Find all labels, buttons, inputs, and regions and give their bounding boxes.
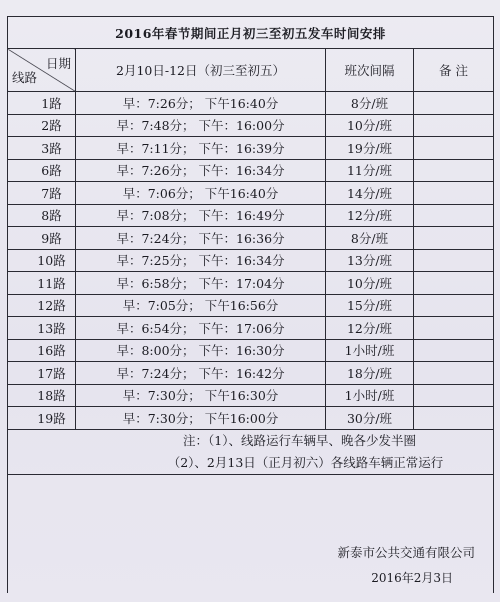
table-row xyxy=(8,114,494,137)
remarks-cell xyxy=(414,182,494,205)
route-cell: 3路 xyxy=(8,137,76,160)
route-cell: 7路 xyxy=(8,182,76,205)
notes-block xyxy=(8,429,494,474)
remarks-cell xyxy=(414,204,494,227)
route-cell: 10路 xyxy=(8,249,76,272)
remarks-cell xyxy=(414,249,494,272)
interval-cell: 18分/班 xyxy=(326,362,414,385)
schedule-table xyxy=(7,16,494,593)
route-cell: 2路 xyxy=(8,114,76,137)
route-cell: 18路 xyxy=(8,384,76,407)
route-cell: 19路 xyxy=(8,407,76,430)
times-cell: 早：7:08分； 下午：16:49分 xyxy=(76,204,326,227)
table-row xyxy=(8,317,494,340)
times-cell: 早：7:26分； 下午：16:34分 xyxy=(76,159,326,182)
times-cell: 早：7:24分； 下午：16:42分 xyxy=(76,362,326,385)
times-cell: 早：7:30分； 下午16:00分 xyxy=(76,407,326,430)
table-row xyxy=(8,339,494,362)
interval-cell: 10分/班 xyxy=(326,272,414,295)
times-cell: 早：7:24分； 下午：16:36分 xyxy=(76,227,326,250)
route-cell: 13路 xyxy=(8,317,76,340)
table-row xyxy=(8,249,494,272)
times-cell: 早：7:48分； 下午：16:00分 xyxy=(76,114,326,137)
route-cell: 9路 xyxy=(8,227,76,250)
times-cell: 早：8:00分； 下午：16:30分 xyxy=(76,339,326,362)
remarks-cell xyxy=(414,294,494,317)
interval-cell: 15分/班 xyxy=(326,294,414,317)
times-cell: 早：7:11分； 下午：16:39分 xyxy=(76,137,326,160)
route-cell: 1路 xyxy=(8,92,76,115)
interval-cell: 12分/班 xyxy=(326,204,414,227)
table-row xyxy=(8,204,494,227)
route-cell: 11路 xyxy=(8,272,76,295)
issue-date: 2016年2月3日 xyxy=(371,570,454,585)
note-line-2: （2）、2月13日（正月初六）各线路车辆正常运行 xyxy=(167,454,444,470)
times-cell: 早：7:06分； 下午16:40分 xyxy=(76,182,326,205)
route-cell: 17路 xyxy=(8,362,76,385)
remarks-cell xyxy=(414,137,494,160)
table-row xyxy=(8,92,494,115)
interval-cell: 8分/班 xyxy=(326,92,414,115)
times-cell: 早：6:58分； 下午：17:04分 xyxy=(76,272,326,295)
footer-area xyxy=(8,474,494,593)
times-cell: 早：6:54分； 下午：17:06分 xyxy=(76,317,326,340)
corner-date-label: 日期 xyxy=(45,56,71,71)
interval-header: 班次间隔 xyxy=(326,49,414,92)
interval-cell: 11分/班 xyxy=(326,159,414,182)
company-name: 新泰市公共交通有限公司 xyxy=(337,544,476,560)
interval-cell: 19分/班 xyxy=(326,137,414,160)
times-cell: 早：7:25分； 下午：16:34分 xyxy=(76,249,326,272)
route-cell: 16路 xyxy=(8,339,76,362)
remarks-cell xyxy=(414,114,494,137)
corner-header xyxy=(8,49,76,92)
route-cell: 12路 xyxy=(8,294,76,317)
remarks-cell xyxy=(414,92,494,115)
remarks-cell xyxy=(414,317,494,340)
table-row xyxy=(8,227,494,250)
remarks-cell xyxy=(414,384,494,407)
interval-cell: 14分/班 xyxy=(326,182,414,205)
remarks-cell xyxy=(414,227,494,250)
interval-cell: 1小时/班 xyxy=(326,339,414,362)
table-row xyxy=(8,384,494,407)
dates-header: 2月10日-12日（初三至初五） xyxy=(76,49,326,92)
table-row xyxy=(8,182,494,205)
interval-cell: 10分/班 xyxy=(326,114,414,137)
times-cell: 早：7:05分； 下午16:56分 xyxy=(76,294,326,317)
interval-cell: 13分/班 xyxy=(326,249,414,272)
table-row xyxy=(8,362,494,385)
remarks-cell xyxy=(414,407,494,430)
remarks-cell xyxy=(414,159,494,182)
table-row xyxy=(8,294,494,317)
interval-cell: 30分/班 xyxy=(326,407,414,430)
times-cell: 早：7:30分； 下午16:30分 xyxy=(76,384,326,407)
interval-cell: 8分/班 xyxy=(326,227,414,250)
remarks-cell xyxy=(414,339,494,362)
note-line-1: 注：（1）、线路运行车辆早、晚各少发半圈 xyxy=(183,432,416,448)
remarks-header: 备 注 xyxy=(414,49,494,92)
times-cell: 早：7:26分； 下午16:40分 xyxy=(76,92,326,115)
route-cell: 8路 xyxy=(8,204,76,227)
remarks-cell xyxy=(414,272,494,295)
route-cell: 6路 xyxy=(8,159,76,182)
remarks-cell xyxy=(414,362,494,385)
table-row xyxy=(8,407,494,430)
table-row xyxy=(8,137,494,160)
table-row xyxy=(8,272,494,295)
interval-cell: 12分/班 xyxy=(326,317,414,340)
corner-route-label: 线路 xyxy=(12,70,38,85)
schedule-title: 2016年春节期间正月初三至初五发车时间安排 xyxy=(8,17,494,49)
table-row xyxy=(8,159,494,182)
interval-cell: 1小时/班 xyxy=(326,384,414,407)
